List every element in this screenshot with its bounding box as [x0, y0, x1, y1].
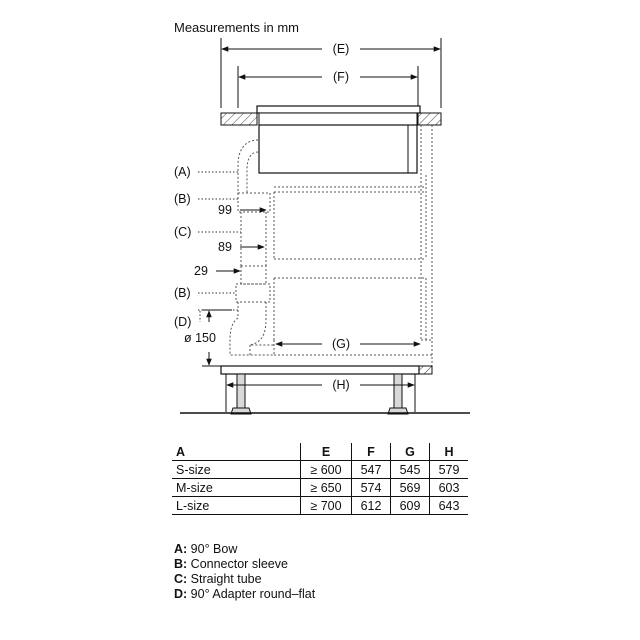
label-d: (D) [174, 315, 192, 329]
legend-item [174, 542, 315, 557]
dimension-29 [194, 264, 240, 278]
table-cell-f: 612 [352, 497, 391, 515]
label-99: 99 [218, 203, 232, 217]
label-g: (G) [331, 337, 351, 351]
label-h: (H) [332, 378, 350, 392]
hob [257, 106, 420, 173]
dimension-h [227, 378, 414, 392]
table-cell-e: ≥ 700 [301, 497, 352, 515]
legend-key: B: [174, 557, 188, 571]
legend-item [174, 557, 315, 572]
legend-text: 90° Bow [187, 542, 238, 556]
legend-key: A: [174, 542, 188, 556]
table-cell-g: 545 [391, 461, 430, 479]
table-header-g: G [391, 443, 430, 461]
label-f: (F) [333, 70, 349, 84]
callout-d [174, 310, 238, 329]
table-row [172, 479, 468, 497]
table-cell-h: 579 [430, 461, 469, 479]
label-b-lower: (B) [174, 286, 191, 300]
table-header-a: A [172, 443, 301, 461]
dimension-99 [218, 203, 266, 217]
table-cell-size: M-size [172, 479, 301, 497]
legend-key: D: [174, 587, 188, 601]
table-cell-f: 547 [352, 461, 391, 479]
callout-c [174, 225, 241, 239]
legend-item [174, 572, 315, 587]
label-b-upper: (B) [174, 192, 191, 206]
table-header-row [172, 443, 468, 461]
callout-b-lower [174, 286, 236, 300]
dimension-f [238, 66, 418, 108]
table-cell-h: 643 [430, 497, 469, 515]
cabinet-feet [231, 374, 408, 414]
dimension-g [276, 337, 420, 351]
connector-sleeve-lower [236, 284, 270, 302]
table-header-f: F [352, 443, 391, 461]
page-title: Measurements in mm [174, 20, 299, 35]
table-cell-h: 603 [430, 479, 469, 497]
label-e: (E) [332, 42, 350, 56]
table-cell-g: 569 [391, 479, 430, 497]
dimension-89 [218, 240, 264, 254]
table-cell-g: 609 [391, 497, 430, 515]
table-cell-size: S-size [172, 461, 301, 479]
legend-text: Straight tube [187, 572, 262, 586]
table-cell-e: ≥ 650 [301, 479, 352, 497]
table-cell-size: L-size [172, 497, 301, 515]
label-diameter: ø 150 [184, 331, 216, 345]
dimension-e [221, 38, 441, 108]
table-cell-f: 574 [352, 479, 391, 497]
label-29: 29 [194, 264, 208, 278]
callout-a [174, 165, 238, 179]
table-header-e: E [301, 443, 352, 461]
legend-text: 90° Adapter round–flat [187, 587, 316, 601]
table-header-h: H [430, 443, 469, 461]
straight-tube-segment [241, 266, 266, 284]
size-table [172, 443, 468, 515]
table-row [172, 497, 468, 515]
label-c: (C) [174, 225, 192, 239]
legend-text: Connector sleeve [187, 557, 288, 571]
connector-sleeve-upper [238, 193, 270, 212]
table-row [172, 461, 468, 479]
legend [174, 542, 315, 602]
label-89: 89 [218, 240, 232, 254]
label-a: (A) [174, 165, 191, 179]
legend-item [174, 587, 315, 602]
legend-key: C: [174, 572, 188, 586]
table-cell-e: ≥ 600 [301, 461, 352, 479]
